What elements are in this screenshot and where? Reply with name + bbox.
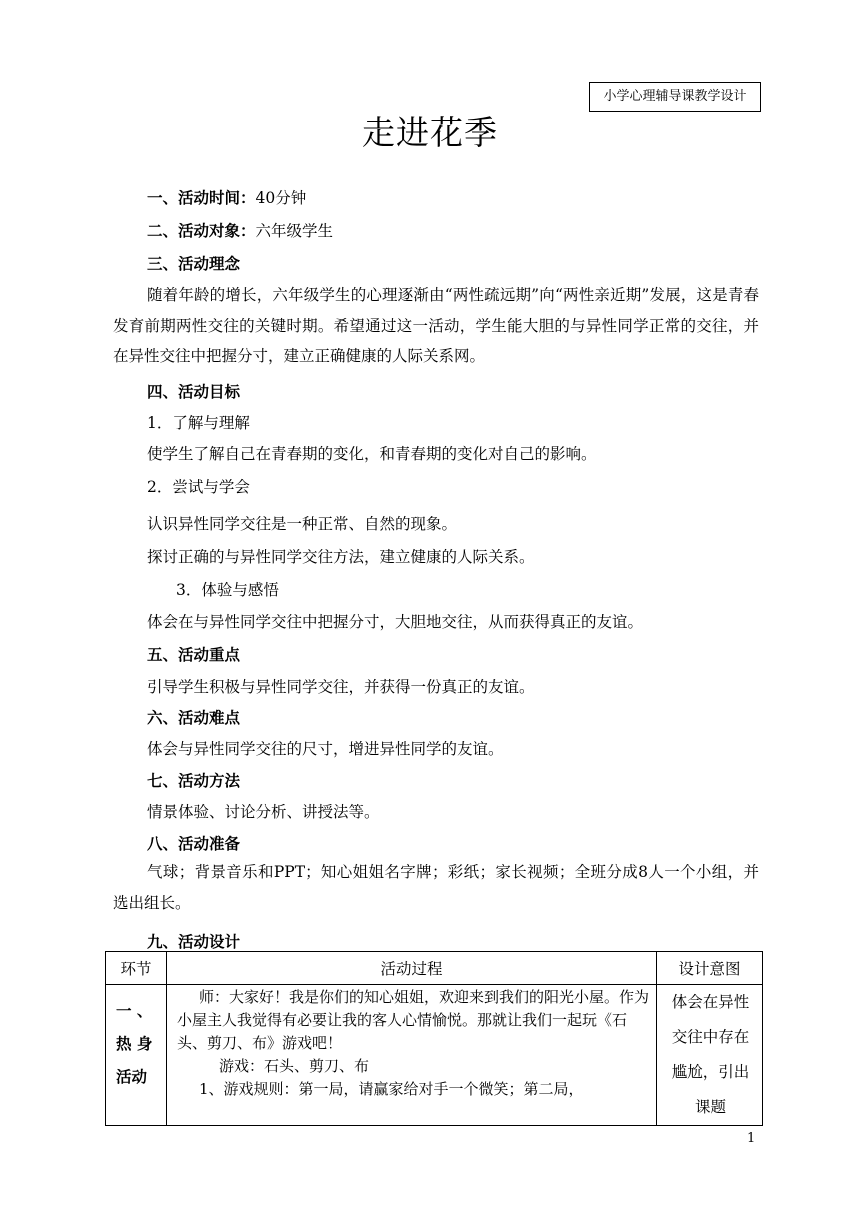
goal2-text-1: 认识异性同学交往是一种正常、自然的现象。 <box>147 515 458 533</box>
goal1-heading: 1．了解与理解 <box>147 414 250 432</box>
design-heading: 九、活动设计 <box>147 933 241 951</box>
concept-heading: 三、活动理念 <box>147 255 241 273</box>
activity-time <box>147 186 306 208</box>
header-stage: 环节 <box>106 952 167 985</box>
goal-heading: 四、活动目标 <box>147 383 241 401</box>
document-title: 走进花季 <box>362 113 498 152</box>
process-paragraph-3: 1、游戏规则：第一局，请赢家给对手一个微笑；第二局， <box>199 1080 584 1098</box>
page-number: 1 <box>747 1131 756 1146</box>
activity-time-value: 40分钟 <box>255 189 307 207</box>
goal3-text: 体会在与异性同学交往中把握分寸，大胆地交往，从而获得真正的友谊。 <box>147 613 644 631</box>
header-intent: 设计意图 <box>657 952 763 985</box>
goal2-text-2: 探讨正确的与异性同学交往方法，建立健康的人际关系。 <box>147 548 535 566</box>
method-heading: 七、活动方法 <box>147 772 241 790</box>
method-text: 情景体验、讨论分析、讲授法等。 <box>147 803 380 821</box>
difficulty-text: 体会与异性同学交往的尺寸，增进异性同学的友谊。 <box>147 740 504 758</box>
activity-time-label: 一、活动时间： <box>147 189 256 207</box>
process-paragraph-2: 游戏：石头、剪刀、布 <box>219 1057 370 1075</box>
stage-cell: 一 、 热 身 活动 <box>106 985 167 1126</box>
concept-paragraph: 随着年龄的增长，六年级学生的心理逐渐由“两性疏远期”向“两性亲近期”发展，这是青春发育前期两性交往的关键时期。希望通过这一活动，学生能大胆的与异性同学正常的交往，并在异性交往中把握分寸，建立正确健康的人际关系网。 <box>113 286 759 365</box>
goal2-heading: 2．尝试与学会 <box>147 478 250 496</box>
key-point-text: 引导学生积极与异性同学交往，并获得一份真正的友谊。 <box>147 678 535 696</box>
table-row <box>106 985 763 1126</box>
difficulty-heading: 六、活动难点 <box>147 709 241 727</box>
preparation-paragraph: 气球；背景音乐和PPT；知心姐姐名字牌；彩纸；家长视频；全班分成8人一个小组，并选出组长。 <box>113 863 759 912</box>
table-header-row <box>106 952 763 985</box>
intent-cell: 体会在异性交往中存在尴尬，引出课题 <box>657 985 763 1126</box>
process-paragraph-1: 师：大家好！我是你们的知心姐姐，欢迎来到我们的阳光小屋。作为小屋主人我觉得有必要让我的客人心情愉悦。那就让我们一起玩《石头、剪刀、布》游戏吧！ <box>177 988 650 1052</box>
activity-design-table <box>105 951 763 1126</box>
goal3-heading: 3．体验与感悟 <box>176 581 279 599</box>
activity-target-value: 六年级学生 <box>255 222 334 240</box>
activity-target <box>147 219 333 241</box>
header-process: 活动过程 <box>167 952 657 985</box>
preparation-heading: 八、活动准备 <box>147 835 241 853</box>
process-cell <box>167 985 657 1126</box>
key-point-heading: 五、活动重点 <box>147 646 241 664</box>
document-category-tag: 小学心理辅导课教学设计 <box>589 82 761 112</box>
activity-target-label: 二、活动对象： <box>147 222 256 240</box>
goal1-text: 使学生了解自己在青春期的变化，和青春期的变化对自己的影响。 <box>147 445 597 463</box>
